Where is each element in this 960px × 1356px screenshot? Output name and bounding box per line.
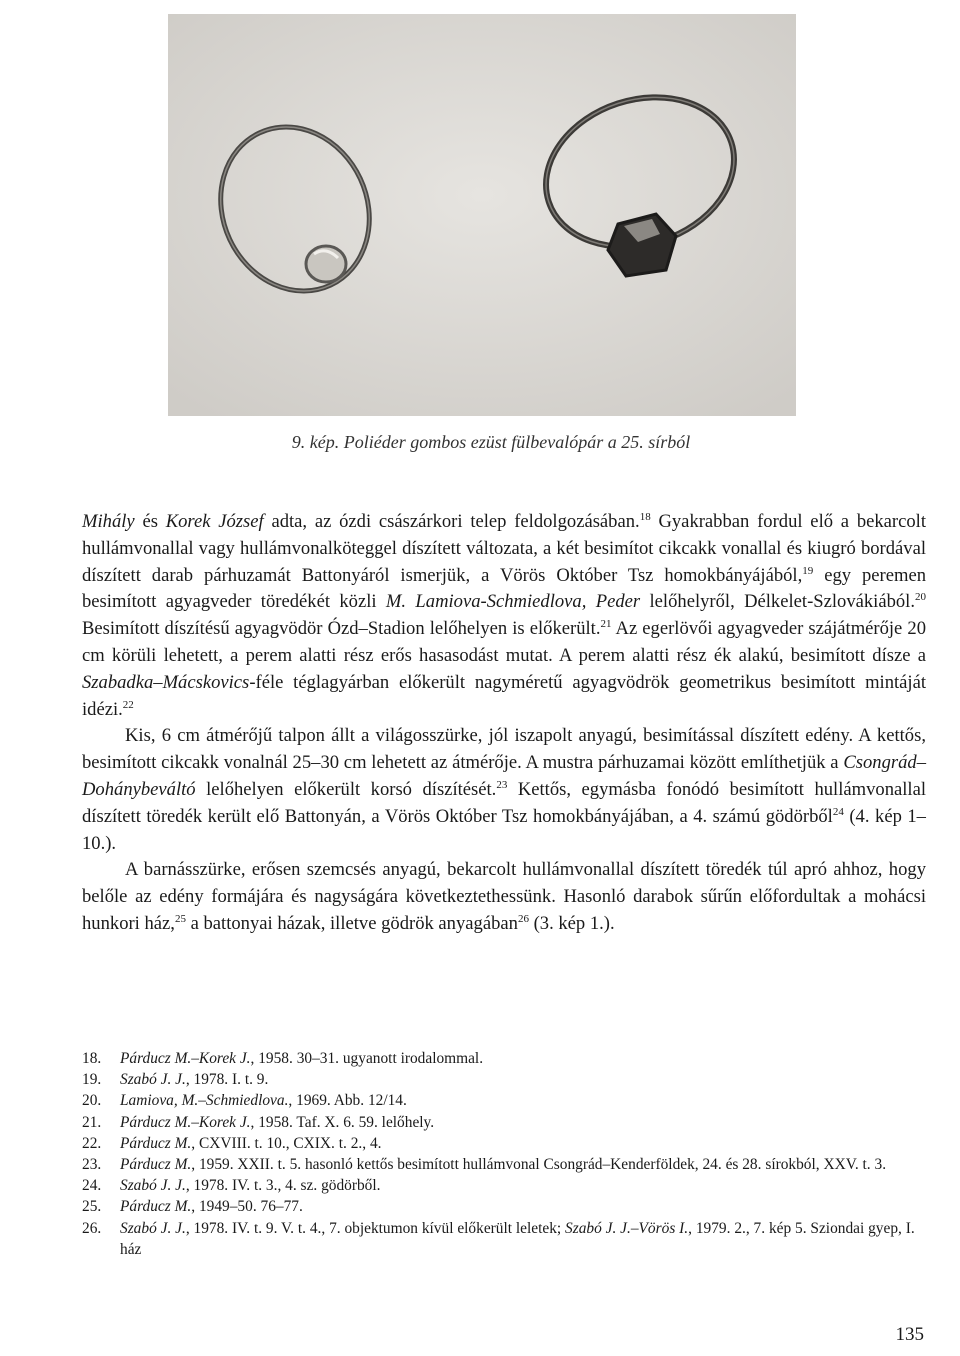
footnote-item: 25. Párducz M., 1949–50. 76–77. — [82, 1198, 303, 1216]
paragraph-2: Kis, 6 cm átmérőjű talpon állt a világosszürke, jól iszapolt anyagú, besimítással díszített edény. A kettős, besimított cikcakk vonalnál 25–30 cm lehetett az átmérője. A mustra párhuzamai között említhetjük a Csongrád–Dohánybeváltó lelőhelyen előkerült korsó díszítését.$^{23}$ Kettős, egymásba fonódó besimított hullámvonallal díszített töredék került elő Battonyán, a Vörös Október Tsz homokbányájában, a 4. számú gödörből$^{24}$ (4. kép 1–10.). — [82, 725, 926, 854]
footnote-item: 20. Lamiova, M.–Schmiedlova., 1969. Abb. 12/14. — [82, 1092, 407, 1110]
footnote-ref: 23 — [496, 778, 508, 791]
footnote-item: 26. Szabó J. J., 1978. IV. t. 9. V. t. 4., 7. objektumon kívül előkerült leletek; Szabó J. J.–Vörös I., 1979. 2., 7. kép 5. Sziondai gyep, I. ház — [82, 1219, 915, 1258]
footnote-ref: 25 — [174, 912, 186, 925]
footnote-ref: 24 — [832, 805, 844, 818]
footnote-ref: 19 — [802, 564, 814, 577]
footnote-ref: 18 — [639, 511, 651, 523]
footnote-ref: 20 — [915, 591, 926, 604]
footnote-item: 23. Párducz M., 1959. XXII. t. 5. hasonló kettős besimított hullámvonal Csongrád–Kenderföldek, 24. és 28. sírokból, XXV. t. 3. — [82, 1156, 887, 1174]
paragraph-3: A barnásszürke, erősen szemcsés anyagú, bekarcolt hullámvonallal díszített töredék túl apró ahhoz, hogy belőle az edény formájára és nagyságára következtethessünk. Hasonló darabok sűrűn előfordultak a mohácsi hunkori ház,$^{25}$ a battonyai házak, illetve gödrök anyagában$^{26}$ (3. kép 1.). — [82, 859, 926, 934]
paragraph-1: Mihály és Korek József adta, az ózdi császárkori telep feldolgozásában.$^{18}$ Gyakrabban fordul elő a bekarcolt hullámvonallal vagy hullámvonalköteggel díszített változata, a két besimítot cikcakk vonallal és kiugró bordával díszített darab párhuzamát Battonyáról ismerjük, a Vörös Október Tsz homokbányájából,$^{19}$ egy peremen besimított agyagveder töredékét közli M. Lamiova-Schmiedlova, Peder lelőhelyről, Délkelet-Szlovákiából.$^{20}$ Besimított díszítésű agyagvödör Ózd–Stadion lelőhelyen is előkerült.$^{21}$ Az egerlövői agyagveder szájátmérője 20 cm körüli lehetett, a perem alatti rész erős hasasodást mutat. A perem alatti rész ék alakú, besimított dísze a Szabadka–Mácskovics-féle téglagyárban előkerült nagyméretű agyagvödrök geometrikus besimított mintáját idézi.$^{22}$ — [82, 511, 926, 720]
footnote-ref: 22 — [122, 698, 134, 711]
page-number: 135 — [895, 1324, 924, 1345]
footnote-item: 21. Párducz M.–Korek J., 1958. Taf. X. 6. 59. lelőhely. — [82, 1113, 435, 1131]
figure-caption: 9. kép. Poliéder gombos ezüst fülbevalópár a 25. sírból — [291, 432, 691, 452]
footnote-item: 22. Párducz M., CXVIII. t. 10., CXIX. t. 2., 4. — [82, 1134, 382, 1152]
footnote-ref: 21 — [600, 618, 612, 631]
footnote-item: 24. Szabó J. J., 1978. IV. t. 3., 4. sz. gödörből. — [82, 1177, 381, 1195]
footnotes — [82, 1048, 922, 1260]
footnote-item: 19. Szabó J. J., 1978. I. t. 9. — [82, 1071, 269, 1089]
figure-photo — [168, 14, 796, 416]
footnote-ref: 26 — [517, 912, 529, 925]
body-text — [82, 509, 926, 938]
earring-pair-photo — [168, 14, 796, 416]
footnote-item: 18. Párducz M.–Korek J., 1958. 30–31. ugyanott irodalommal. — [82, 1050, 484, 1067]
